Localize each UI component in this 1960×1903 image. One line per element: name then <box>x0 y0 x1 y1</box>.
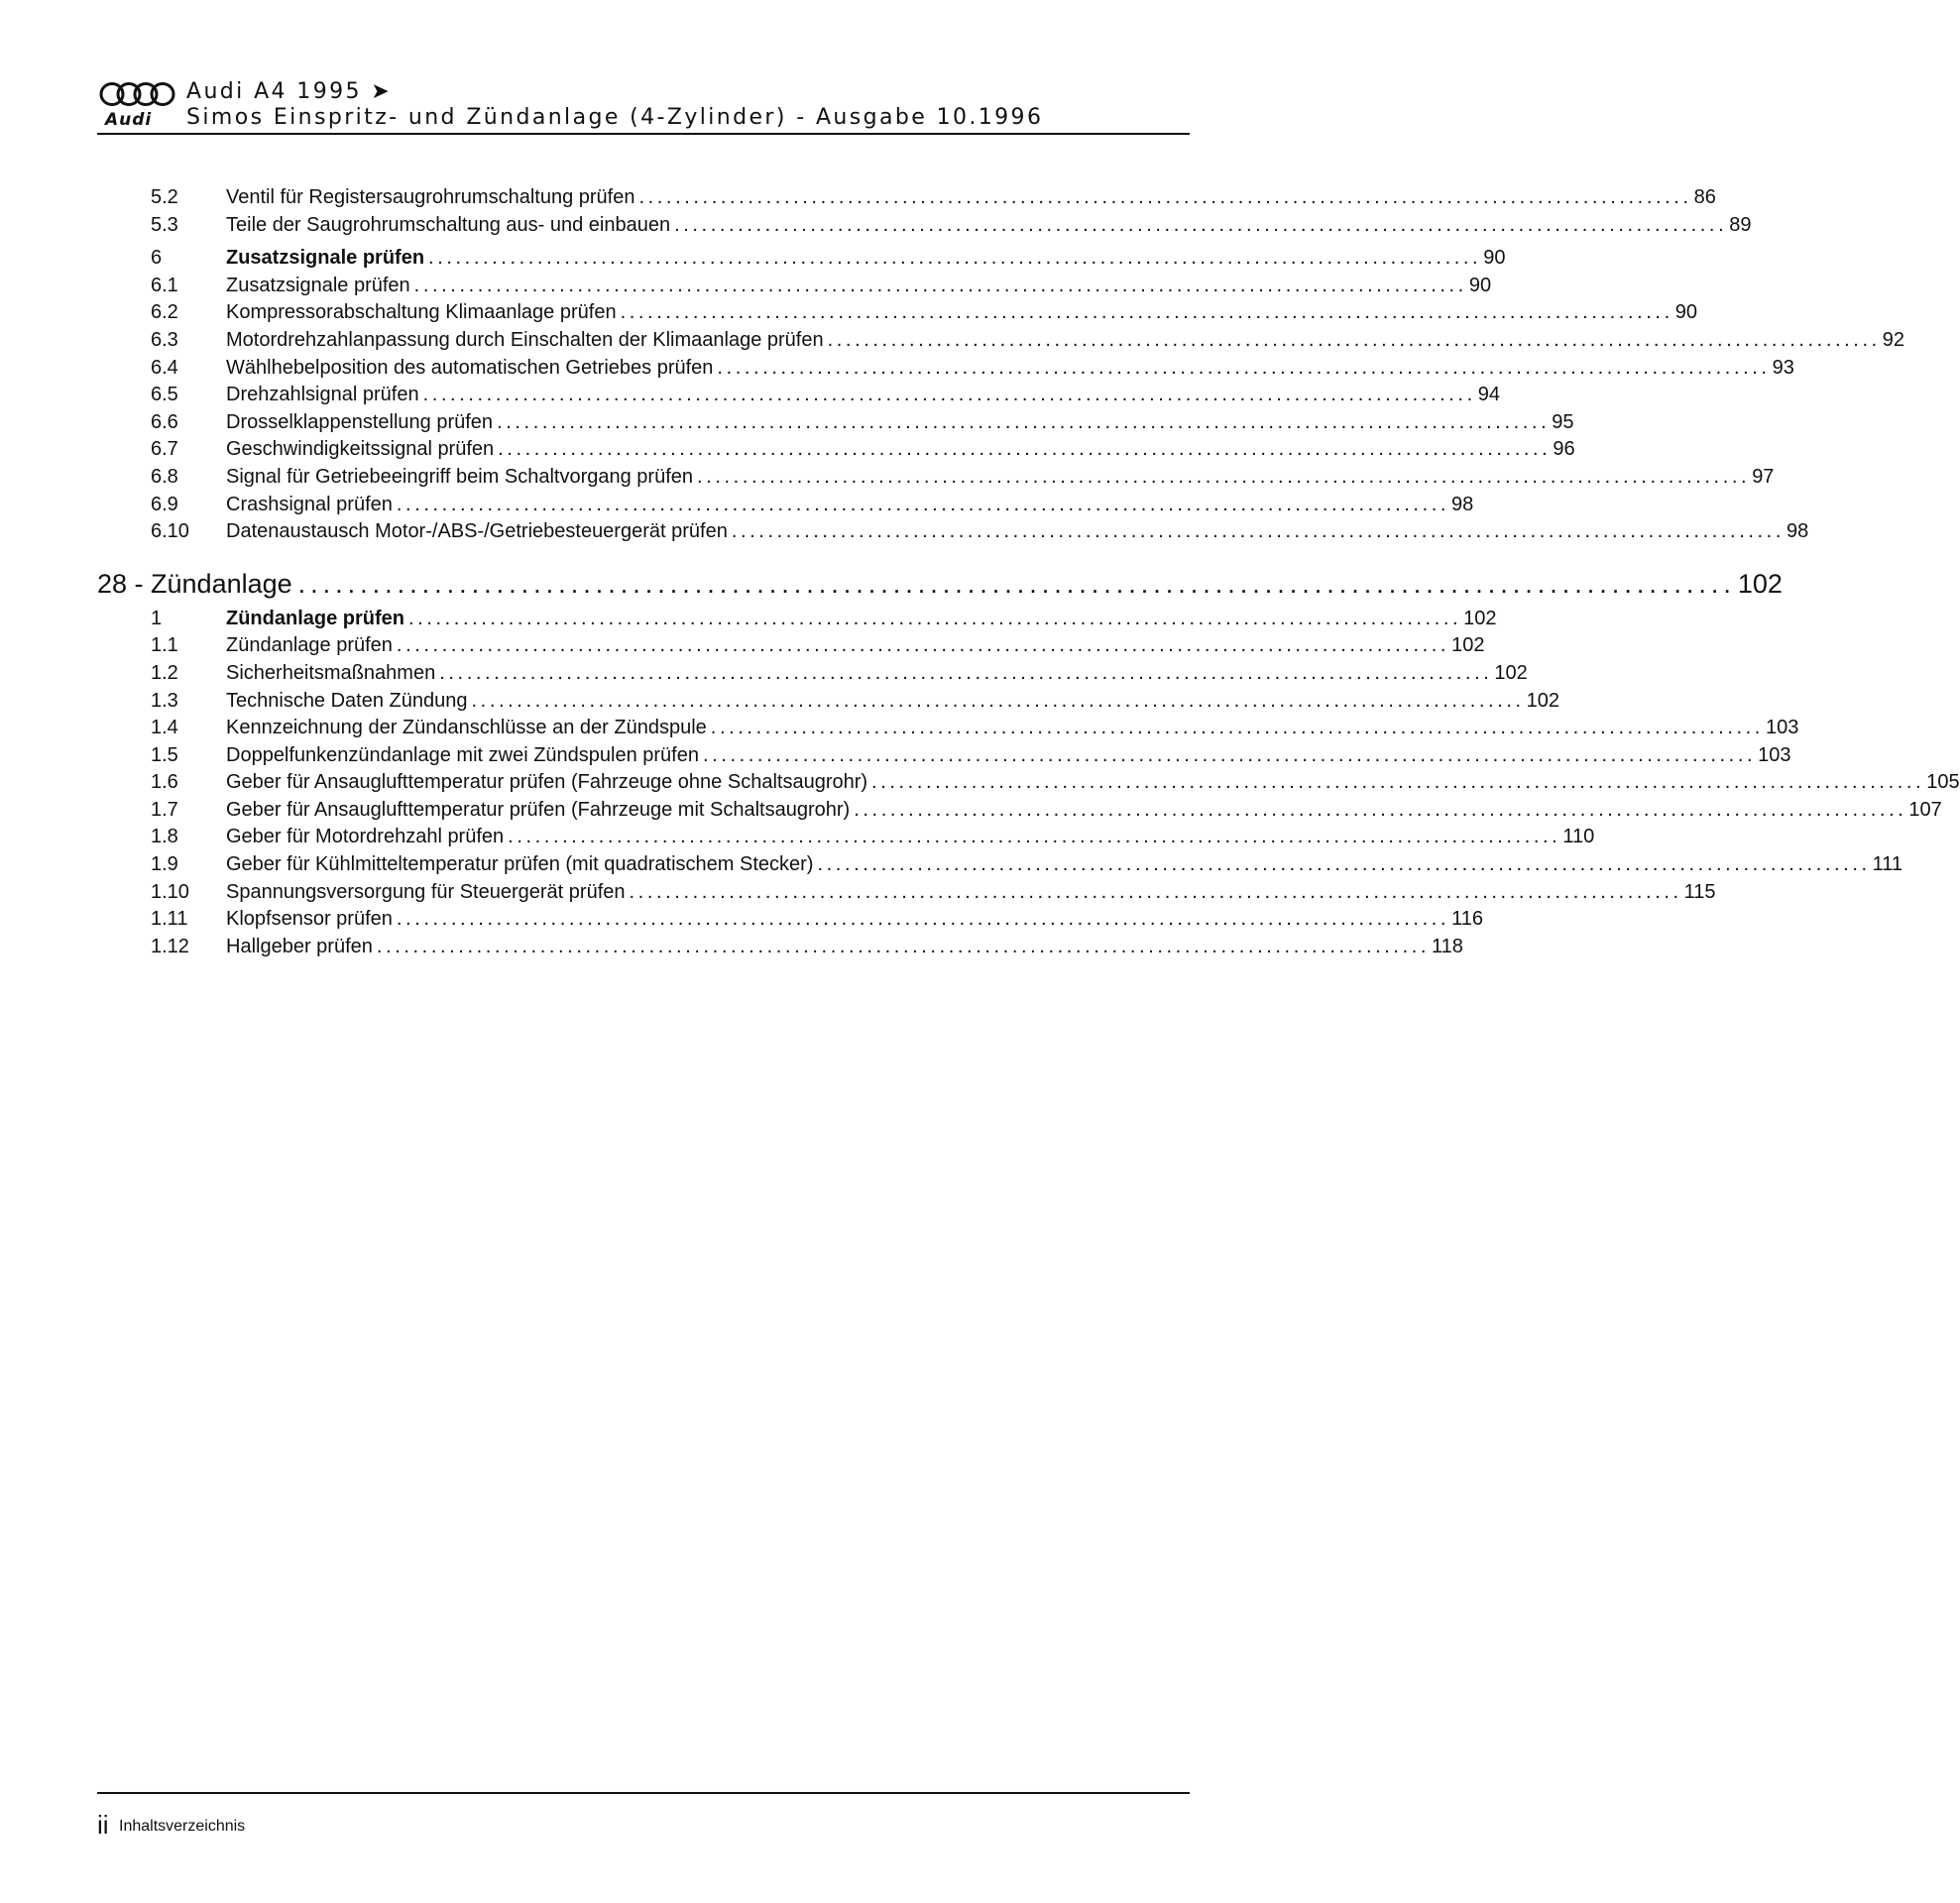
toc-entry-number: 1.10 <box>151 880 189 903</box>
toc-entry-title: Sicherheitsmaßnahmen <box>226 661 436 684</box>
toc-dot-leader: .................................................................................................................... <box>396 493 1450 515</box>
toc-entry-title: Hallgeber prüfen <box>226 935 373 957</box>
toc-entry-title: Wählhebelposition des automatischen Getriebes prüfen <box>226 356 714 379</box>
toc-chapter-heading[interactable] <box>97 568 1783 600</box>
toc-entry-page: 90 <box>1674 301 1697 324</box>
footer-rule <box>97 1792 1190 1794</box>
toc-chapter-page: 102 <box>1737 568 1783 599</box>
toc-entry[interactable] <box>97 409 1574 437</box>
toc-entry-number: 1.12 <box>151 935 189 957</box>
toc-entry-number: 1.3 <box>151 689 178 712</box>
toc-dot-leader: .................................................................................................................... <box>376 935 1431 957</box>
toc-entry-number: 1 <box>151 607 163 629</box>
toc-entry-page: 96 <box>1553 438 1575 461</box>
toc-entry-page: 98 <box>1787 520 1809 543</box>
toc-entry[interactable] <box>97 464 1775 492</box>
toc-entry-title: Zusatzsignale prüfen <box>226 274 410 296</box>
toc-entry[interactable] <box>97 492 1474 519</box>
toc-entry-page: 97 <box>1752 465 1775 488</box>
audi-logo-text: Audi <box>105 110 153 130</box>
toc-entry[interactable] <box>97 355 1794 383</box>
toc-dot-leader: .................................................................................................................... <box>674 213 1728 236</box>
toc-entry-title: Zündanlage prüfen <box>226 607 404 629</box>
toc-entry-number: 6.5 <box>151 384 178 406</box>
page-header <box>97 79 1190 135</box>
toc-entry-number: 1.11 <box>151 908 188 931</box>
toc-entry-page: 90 <box>1483 247 1506 270</box>
toc-dot-leader: .................................................................................................................... <box>396 908 1450 931</box>
toc-entry-page: 98 <box>1451 493 1474 515</box>
toc-entry-page: 115 <box>1683 880 1716 903</box>
toc-entry-number: 6.4 <box>151 356 178 379</box>
toc-entry-title: Geschwindigkeitssignal prüfen <box>226 438 495 461</box>
toc-dot-leader: .................................................................................................................... <box>508 826 1561 848</box>
toc-entry-title: Teile der Saugrohrumschaltung aus- und einbauen <box>226 213 671 236</box>
toc-section-heading[interactable] <box>97 606 1497 633</box>
toc-entry-page: 107 <box>1908 798 1942 821</box>
toc-entry-title: Klopfsensor prüfen <box>226 908 393 931</box>
toc-entry-title: Drehzahlsignal prüfen <box>226 384 419 406</box>
toc-entry-number: 1.9 <box>151 853 178 876</box>
toc-entry[interactable] <box>97 879 1716 907</box>
toc-dot-leader: .................................................................................................................... <box>408 607 1462 629</box>
toc-entry-number: 6.3 <box>151 328 178 351</box>
toc-entry-number: 1.6 <box>151 771 178 794</box>
toc-entry-page: 103 <box>1758 743 1791 766</box>
toc-dot-leader: .................................................................................................................... <box>439 661 1493 684</box>
footer-label: Inhaltsverzeichnis <box>119 1818 246 1835</box>
toc-entry[interactable] <box>97 382 1500 409</box>
toc-entry[interactable] <box>97 632 1485 660</box>
toc-dot-leader: .................................................................................................................... <box>697 465 1751 488</box>
toc-entry[interactable] <box>97 299 1697 327</box>
toc-entry[interactable] <box>97 742 1791 770</box>
toc-dot-leader: .................................................................................................................... <box>871 771 1925 794</box>
toc-entry-page: 103 <box>1765 717 1799 739</box>
toc-entry-title: Zündanlage prüfen <box>226 634 393 657</box>
toc-entry-number: 6.1 <box>151 274 178 296</box>
toc-entry[interactable] <box>97 327 1905 355</box>
toc-dot-leader: .................................................................................................................... <box>422 384 1476 406</box>
toc-entry[interactable] <box>97 906 1483 934</box>
header-manual-title: Simos Einspritz- und Zündanlage (4-Zylinder) - Ausgabe 10.1996 <box>186 105 1044 130</box>
toc-entry[interactable] <box>97 824 1595 851</box>
toc-entry-page: 102 <box>1526 689 1560 712</box>
toc-entry-title: Zusatzsignale prüfen <box>226 247 425 270</box>
toc-entry[interactable] <box>97 934 1463 961</box>
toc-dot-leader: .................................................................................................................... <box>497 410 1551 433</box>
toc-entry-page: 111 <box>1872 853 1903 876</box>
toc-entry[interactable] <box>97 518 1809 546</box>
toc-dot-leader: .................................................................................................................... <box>620 301 1673 324</box>
toc-dot-leader: .................................................................................................................... <box>297 568 1736 599</box>
toc-entry-title: Geber für Motordrehzahl prüfen <box>226 826 505 848</box>
toc-dot-leader: .................................................................................................................... <box>629 880 1682 903</box>
toc-entry-number: 6.10 <box>151 520 189 543</box>
toc-entry-page: 89 <box>1729 213 1752 236</box>
toc-entry-title: Geber für Kühlmitteltemperatur prüfen (mit quadratischem Stecker) <box>226 853 814 876</box>
toc-dot-leader: .................................................................................................................... <box>817 853 1871 876</box>
audi-logo <box>97 79 180 133</box>
toc-entry[interactable] <box>97 660 1528 688</box>
toc-entry-title: Kompressorabschaltung Klimaanlage prüfen <box>226 301 617 324</box>
toc-entry-number: 1.8 <box>151 826 178 848</box>
toc-entry-title: Spannungsversorgung für Steuergerät prüfen <box>226 880 626 903</box>
toc-entry-page: 93 <box>1772 356 1794 379</box>
toc-entry-number: 6.9 <box>151 493 178 515</box>
toc-entry-page: 105 <box>1926 771 1960 794</box>
toc-entry[interactable] <box>97 715 1799 742</box>
toc-dot-leader: .................................................................................................................... <box>498 438 1552 461</box>
toc-entry-page: 116 <box>1451 908 1483 931</box>
toc-entry-title: Drosselklappenstellung prüfen <box>226 410 494 433</box>
toc-entry-number: 6.8 <box>151 465 178 488</box>
toc-entry-number: 6 <box>151 247 163 270</box>
toc-dot-leader: .................................................................................................................... <box>702 743 1757 766</box>
toc-entry-title: Geber für Ansauglufttemperatur prüfen (Fahrzeuge ohne Schaltsaugrohr) <box>226 771 868 794</box>
toc-entry[interactable] <box>97 797 1942 825</box>
toc-entry[interactable] <box>97 273 1492 300</box>
toc-entry-title: Doppelfunkenzündanlage mit zwei Zündspulen prüfen <box>226 743 699 766</box>
toc-dot-leader: .................................................................................................................... <box>710 717 1764 739</box>
toc-dot-leader: .................................................................................................................... <box>717 356 1771 379</box>
toc-entry-title: Signal für Getriebeeingriff beim Schaltvorgang prüfen <box>226 465 694 488</box>
toc-entry-title: Datenaustausch Motor-/ABS-/Getriebesteuergerät prüfen <box>226 520 728 543</box>
toc-entry-title: Motordrehzahlanpassung durch Einschalten der Klimaanlage prüfen <box>226 328 824 351</box>
toc-entry-page: 102 <box>1494 661 1528 684</box>
toc-entry-page: 110 <box>1562 826 1595 848</box>
toc-entry-number: 6.2 <box>151 301 178 324</box>
toc-entry-title: Ventil für Registersaugrohrumschaltung prüfen <box>226 186 635 208</box>
toc-dot-leader: .................................................................................................................... <box>428 247 1482 270</box>
toc-dot-leader: .................................................................................................................... <box>638 186 1692 208</box>
header-model: Audi A4 1995 ➤ <box>186 79 393 104</box>
toc-entry-number: 5.3 <box>151 213 178 236</box>
toc-entry-page: 90 <box>1468 274 1492 296</box>
toc-entry-page: 95 <box>1552 410 1574 433</box>
toc-chapter-title: 28 - Zündanlage <box>97 568 292 599</box>
toc-entry-number: 6.6 <box>151 410 178 433</box>
toc-entry[interactable] <box>97 436 1575 464</box>
toc-entry-page: 92 <box>1882 328 1905 351</box>
toc-entry-page: 102 <box>1463 607 1497 629</box>
toc-entry-title: Geber für Ansauglufttemperatur prüfen (Fahrzeuge mit Schaltsaugrohr) <box>226 798 851 821</box>
toc-entry-number: 1.1 <box>151 634 178 657</box>
toc-entry[interactable] <box>97 688 1560 716</box>
toc-entry[interactable] <box>97 212 1752 240</box>
toc-entry-number: 1.2 <box>151 661 178 684</box>
toc-entry-page: 102 <box>1451 634 1485 657</box>
toc-entry-number: 1.4 <box>151 717 178 739</box>
toc-entry[interactable] <box>97 184 1716 212</box>
toc-entry-title: Technische Daten Zündung <box>226 689 468 712</box>
toc-entry[interactable] <box>97 769 1960 797</box>
footer-page-number: ii <box>97 1810 109 1840</box>
toc-entry-number: 1.7 <box>151 798 178 821</box>
toc-dot-leader: .................................................................................................................... <box>854 798 1907 821</box>
toc-entry-page: 94 <box>1477 384 1500 406</box>
toc-dot-leader: .................................................................................................................... <box>396 634 1450 657</box>
toc-entry-number: 6.7 <box>151 438 178 461</box>
table-of-contents <box>97 184 1960 960</box>
toc-entry-page: 118 <box>1432 935 1463 957</box>
audi-rings-icon <box>99 81 176 107</box>
toc-dot-leader: .................................................................................................................... <box>471 689 1525 712</box>
toc-entry-number: 5.2 <box>151 186 178 208</box>
toc-entry-title: Kennzeichnung der Zündanschlüsse an der Zündspule <box>226 717 707 739</box>
toc-entry-number: 1.5 <box>151 743 178 766</box>
toc-dot-leader: .................................................................................................................... <box>731 520 1785 543</box>
toc-dot-leader: .................................................................................................................... <box>413 274 1467 296</box>
toc-dot-leader: .................................................................................................................... <box>827 328 1881 351</box>
toc-entry-page: 86 <box>1693 186 1716 208</box>
toc-entry[interactable] <box>97 851 1903 879</box>
toc-entry-title: Crashsignal prüfen <box>226 493 393 515</box>
toc-section-heading[interactable] <box>97 245 1506 273</box>
